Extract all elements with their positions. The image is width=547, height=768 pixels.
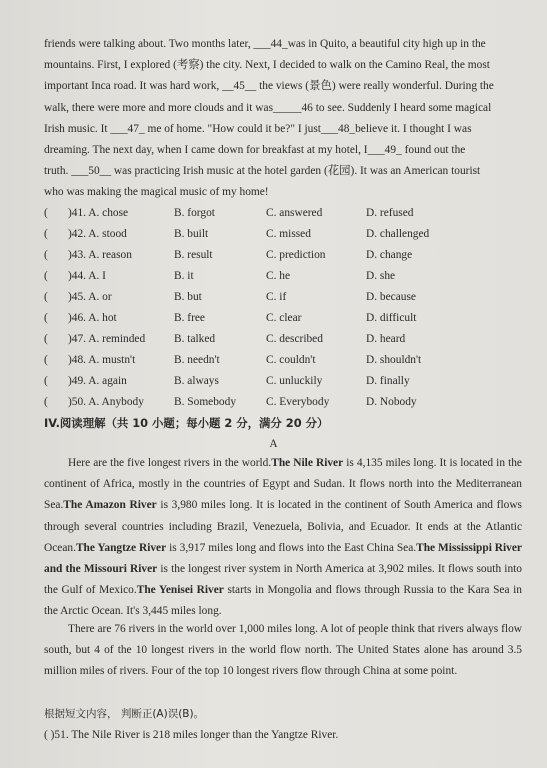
option-a: )48. A. mustn't — [68, 354, 136, 366]
passage-line: walk, there were more and more clouds and it was_____46 to see. Suddenly I heard some magical — [44, 101, 492, 114]
option-a: )44. A. I — [68, 270, 106, 282]
option-a: )43. A. reason — [68, 249, 132, 261]
option-d: D. challenged — [366, 228, 430, 240]
question-51[interactable]: ( )51. The Nile River is 218 miles longer than the Yangtze River. — [44, 729, 339, 741]
option-b: B. always — [174, 375, 219, 387]
para-text: is the longest river system in North America at 3,902 miles. It flows south into the Gulf of Mexico. — [44, 563, 522, 597]
option-c: C. clear — [266, 312, 302, 324]
answer-paren[interactable]: ( — [44, 291, 48, 303]
passage-line: dreaming. The next day, when I came down for breakfast at my hotel, I___49_ found out the — [44, 144, 466, 157]
option-d: D. because — [366, 291, 416, 303]
answer-paren[interactable]: ( — [44, 207, 48, 219]
answer-paren[interactable]: ( — [44, 249, 48, 261]
river-name-yangtze: The Yangtze River — [75, 541, 167, 554]
option-c: C. unluckily — [266, 375, 323, 387]
answer-paren[interactable]: ( — [44, 354, 48, 366]
option-a: )42. A. stood — [68, 228, 127, 240]
option-d: D. refused — [366, 207, 414, 219]
cloze-passage-end — [44, 34, 522, 204]
option-c: C. prediction — [266, 249, 326, 261]
option-a: )45. A. or — [68, 291, 112, 303]
para-text: is 3,917 miles long and flows into the East China Sea. — [166, 541, 417, 554]
option-d: D. change — [366, 249, 413, 261]
passage-line: important Inca road. It was hard work, __45__ the views (景色) were really wonderful. During the — [44, 80, 494, 93]
answer-paren[interactable]: ( — [44, 375, 48, 387]
section-heading: IV.阅读理解（共 10 小题；每小题 2 分，满分 20 分） — [44, 416, 329, 430]
option-b: B. but — [174, 291, 202, 303]
option-b: B. it — [174, 270, 194, 282]
passage-line: friends were talking about. Two months later, ___44_was in Quito, a beautiful city high up in the — [44, 38, 486, 50]
option-b: B. free — [174, 312, 205, 324]
river-name-amazon: The Amazon River — [63, 499, 157, 512]
option-c: C. couldn't — [266, 354, 316, 366]
option-a: )50. A. Anybody — [68, 396, 144, 408]
option-d: D. shouldn't — [366, 354, 422, 366]
option-b: B. forgot — [174, 207, 215, 219]
answer-paren[interactable]: ( — [44, 270, 48, 282]
option-d: D. difficult — [366, 312, 417, 324]
option-c: C. missed — [266, 228, 311, 240]
option-b: B. needn't — [174, 354, 220, 366]
option-c: C. he — [266, 270, 291, 282]
river-name-yenisei: The Yenisei River — [136, 584, 224, 597]
passage-line: truth. ___50__ was practicing Irish music at the hotel garden (花园). It was an American tourist — [44, 165, 481, 178]
para-text: Here are the five longest rivers in the world. — [68, 457, 272, 469]
para-text: is 3,980 miles long. It is located in the continent of South America and flows through several countries including Brazil, Venezuela, Bolivia, and Ecuador. It ends at the Atlantic Ocean. — [44, 499, 522, 554]
para-text: is 4,135 miles long. It is located in the continent of Africa, mostly in the countries of Egypt and Sudan. It flows north into the Mediterranean Sea. — [44, 457, 522, 512]
option-d: D. she — [366, 270, 396, 282]
answer-paren[interactable]: ( — [44, 312, 48, 324]
river-name-mississippi-missouri: The Mississippi River and the Missouri River — [44, 541, 522, 576]
answer-paren[interactable]: ( — [44, 228, 48, 240]
reading-paragraph-1 — [44, 453, 522, 623]
option-a: )49. A. again — [68, 375, 127, 387]
option-a: )41. A. chose — [68, 207, 129, 219]
option-c: C. described — [266, 333, 323, 345]
option-d: D. Nobody — [366, 396, 417, 408]
option-b: B. Somebody — [174, 396, 237, 408]
option-b: B. talked — [174, 333, 216, 345]
option-c: C. answered — [266, 207, 323, 219]
option-a: )47. A. reminded — [68, 333, 146, 345]
para-text: starts in Mongolia and flows through Russia to the Kara Sea in the Arctic Ocean. It's 3,445 miles long. — [44, 584, 522, 618]
answer-paren[interactable]: ( — [44, 333, 48, 345]
river-name-nile: The Nile River — [271, 457, 344, 469]
passage-line: Irish music. It ___47_ me of home. "How could it be?" I just___48_believe it. I thought I was — [44, 122, 472, 135]
option-d: D. heard — [366, 333, 406, 345]
option-a: )46. A. hot — [68, 312, 117, 324]
instruction: 根据短文内容， 判断正(A)误(B)。 — [44, 708, 205, 720]
option-b: B. result — [174, 249, 213, 261]
passage-line: mountains. First, I explored (考察) the city. Next, I decided to walk on the Camino Real, the most — [44, 59, 490, 72]
option-d: D. finally — [366, 375, 410, 387]
reading-paragraph-2: There are 76 rivers in the world over 1,000 miles long. A lot of people think that rivers always flow south, but 4 of the 10 longest rivers in the world flow north. The United States alone has around 3.5 million miles of rivers. Four of the top 10 longest rivers flow through China at some point. — [44, 623, 522, 678]
passage-label: A — [269, 438, 278, 450]
option-b: B. built — [174, 228, 209, 240]
option-c: C. Everybody — [266, 396, 330, 408]
answer-paren[interactable]: ( — [44, 396, 48, 408]
passage-line: who was making the magical music of my home! — [44, 186, 269, 199]
option-c: C. if — [266, 291, 287, 303]
